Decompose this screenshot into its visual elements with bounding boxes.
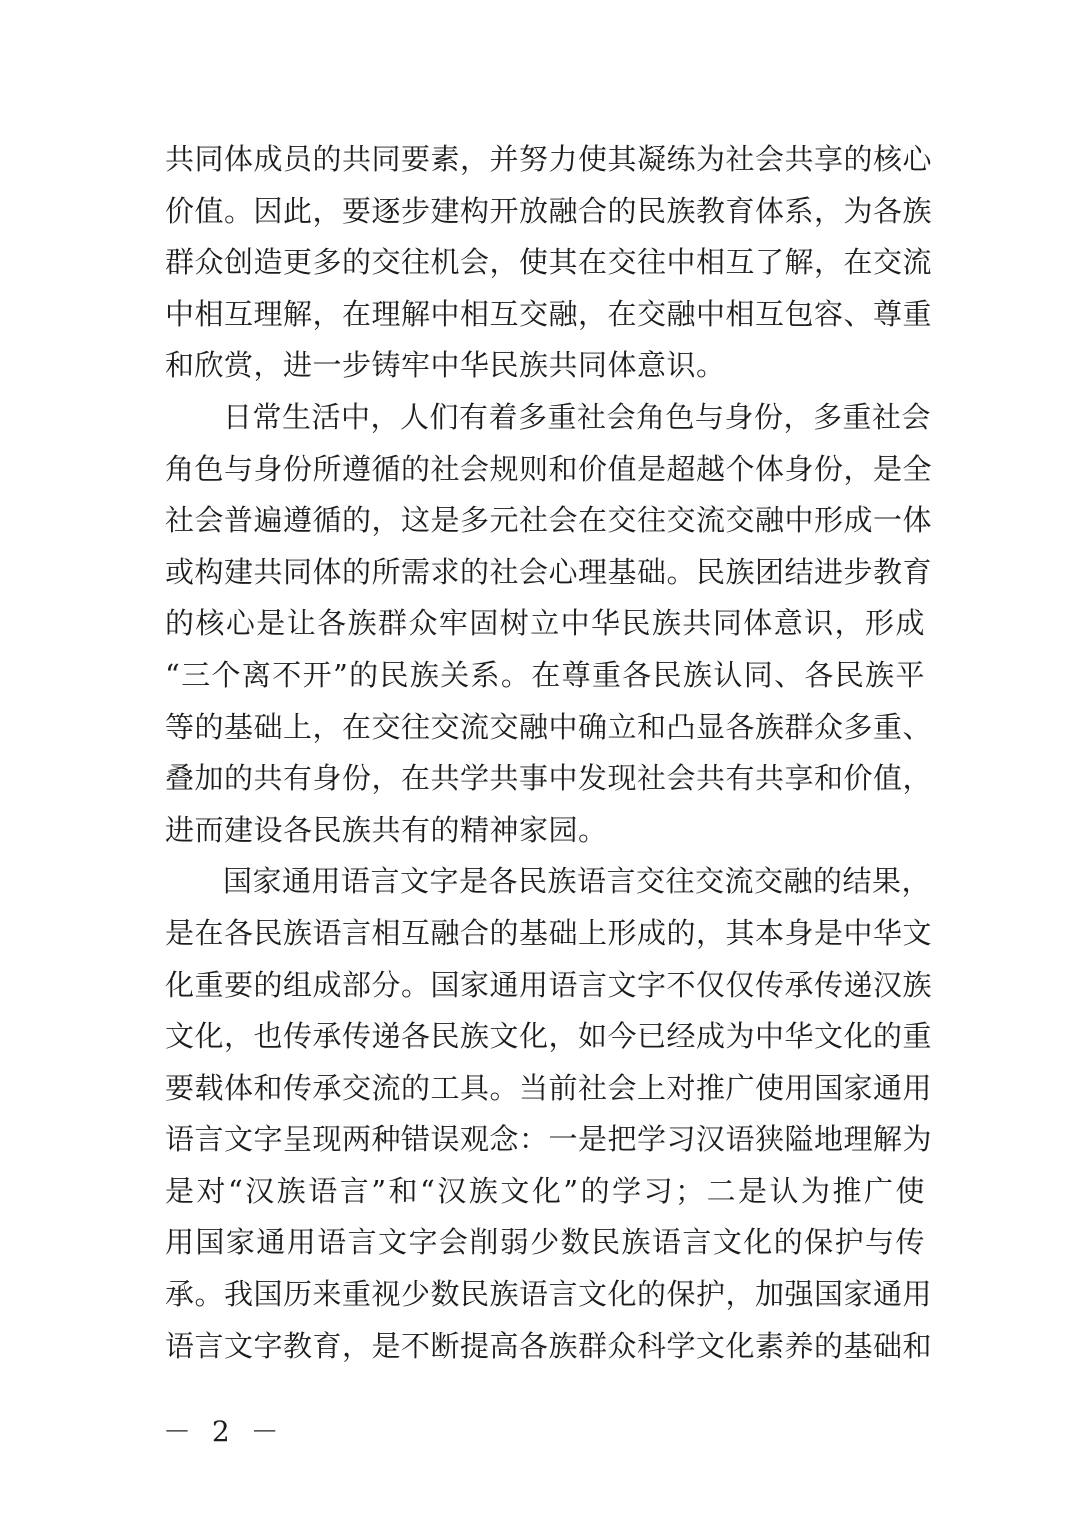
text-line: 语言文字教育，是不断提高各族群众科学文化素养的基础和	[165, 1328, 933, 1363]
text-line: 承。我国历来重视少数民族语言文化的保护，加强国家通用	[165, 1277, 933, 1312]
text-line: 角色与身份所遵循的社会规则和价值是超越个体身份，是全	[165, 451, 933, 486]
text-line: 叠加的共有身份，在共学共事中发现社会共有共享和价值，	[165, 761, 933, 796]
body-text	[165, 134, 933, 1372]
text-line: 用国家通用语言文字会削弱少数民族语言文化的保护与传	[165, 1225, 925, 1260]
text-line: 语言文字呈现两种错误观念：一是把学习汉语狭隘地理解为	[165, 1122, 933, 1157]
text-line: 中相互理解，在理解中相互交融，在交融中相互包容、尊重	[165, 296, 933, 331]
text-line: “三个离不开”的民族关系。在尊重各民族认同、各民族平	[165, 657, 925, 692]
text-line: 或构建共同体的所需求的社会心理基础。民族团结进步教育	[165, 554, 933, 589]
paragraph-first-line: 国家通用语言文字是各民族语言交往交流交融的结果，	[223, 864, 932, 899]
text-line: 等的基础上，在交往交流交融中确立和凸显各族群众多重、	[165, 709, 933, 744]
text-line: 价值。因此，要逐步建构开放融合的民族教育体系，为各族	[165, 193, 933, 228]
text-line: 文化，也传承传递各民族文化，如今已经成为中华文化的重	[165, 1019, 933, 1054]
text-line: 是对“汉族语言”和“汉族文化”的学习；二是认为推广使	[165, 1173, 925, 1208]
text-line: 社会普遍遵循的，这是多元社会在交往交流交融中形成一体	[165, 503, 933, 538]
paragraph-first-line: 日常生活中，人们有着多重社会角色与身份，多重社会	[223, 399, 932, 434]
text-line: 要载体和传承交流的工具。当前社会上对推广使用国家通用	[165, 1070, 933, 1105]
text-line: 和欣赏，进一步铸牢中华民族共同体意识。	[165, 348, 726, 383]
text-line: 的核心是让各族群众牢固树立中华民族共同体意识，形成	[165, 606, 925, 641]
text-line: 化重要的组成部分。国家通用语言文字不仅仅传承传递汉族	[165, 967, 933, 1002]
text-line: 群众创造更多的交往机会，使其在交往中相互了解，在交流	[165, 245, 933, 280]
text-line: 进而建设各民族共有的精神家园。	[165, 812, 608, 847]
text-line: 共同体成员的共同要素，并努力使其凝练为社会共享的核心	[165, 142, 933, 176]
text-line: 是在各民族语言相互融合的基础上形成的，其本身是中华文	[165, 915, 933, 950]
page-number: － 2 －	[163, 1415, 285, 1448]
